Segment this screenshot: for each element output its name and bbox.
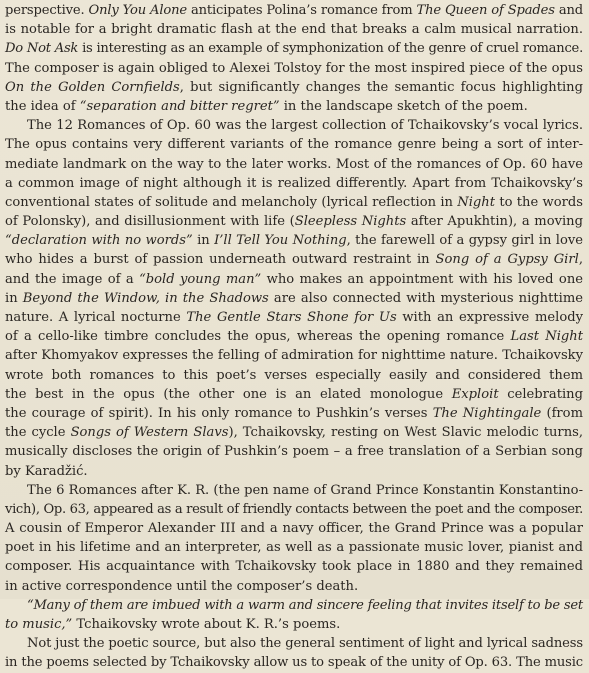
text-segment: is interesting as an example of symphonization of the genre of cruel romance. — [78, 41, 584, 57]
text-line — [5, 1, 583, 20]
text-segment: The 12 Romances of Op. 60 was the largest collection of Tchaikovsky’s vocal lyrics. — [27, 118, 583, 134]
italic-text: “bold young man” — [139, 271, 262, 287]
text-line — [5, 442, 583, 461]
italic-text: “separation and bitter regret” — [79, 98, 280, 114]
text-line — [5, 653, 583, 672]
italic-text: “declaration with no words” — [5, 233, 193, 249]
text-segment: The opus contains very different variants of the romance genre being a sort of inter- — [5, 137, 583, 153]
text-segment: in — [192, 233, 215, 249]
text-segment: the idea of — [5, 98, 80, 114]
text-line — [5, 308, 583, 327]
text-line — [5, 634, 583, 653]
italic-text: The Nightingale — [432, 405, 542, 421]
italic-text: I’ll Tell You Nothing — [214, 233, 347, 249]
text-segment: mediate landmark on the way to the later works. Most of the romances of Op. 60 have — [5, 156, 583, 172]
text-segment: by Karadžić. — [5, 463, 88, 479]
text-segment: , — [578, 252, 583, 268]
text-line — [5, 404, 583, 423]
text-line — [5, 78, 583, 97]
italic-text: On the Golden Cornfields — [5, 79, 180, 95]
text-segment: nature. A lyrical nocturne — [5, 310, 187, 325]
text-segment: ), Tchaikovsky, resting on West Slavic melodic turns, — [228, 425, 584, 441]
italic-text: Beyond the Window, in the Shadows — [22, 290, 269, 306]
italic-text: Do Not Ask — [5, 41, 79, 57]
text-line — [5, 519, 583, 538]
text-segment: celebrating — [498, 386, 583, 402]
text-line — [5, 366, 583, 385]
italic-text: Song of a Gypsy Girl — [435, 252, 579, 268]
italic-text: Only You Alone — [88, 3, 187, 18]
text-line — [5, 346, 583, 365]
body-text — [5, 1, 583, 673]
text-segment: a common image of night although it is realized differently. Apart from Tchaikovsky’s — [5, 175, 583, 191]
italic-text: Songs of Western Slavs — [70, 425, 229, 441]
text-segment: anticipates Polina’s romance from — [186, 3, 417, 18]
italic-text: Sleepless Nights — [294, 214, 407, 230]
italic-text: Night — [457, 194, 496, 210]
text-line — [5, 155, 583, 174]
text-line — [5, 59, 583, 78]
text-line — [5, 423, 583, 442]
text-line — [5, 327, 583, 346]
text-line — [5, 615, 583, 634]
text-line — [5, 20, 583, 39]
text-segment: who makes an appointment with his loved one — [261, 271, 583, 287]
text-segment: in the landscape sketch of the poem. — [279, 98, 528, 114]
italic-text: Last Night — [510, 329, 583, 345]
text-segment: and — [554, 3, 583, 18]
text-segment: are also connected with mysterious nighttime — [268, 290, 583, 306]
text-segment: poet in his lifetime and an interpreter, as well as a passionate music lover, pianist and — [5, 540, 583, 556]
text-line — [5, 538, 583, 557]
text-line — [5, 193, 583, 212]
text-segment: A cousin of Emperor Alexander III and a navy officer, the Grand Prince was a popular — [5, 521, 583, 537]
text-segment: and the image of a — [5, 271, 140, 287]
text-segment: in the poems selected by Tchaikovsky allow us to speak of the unity of Op. 63. The music — [5, 655, 583, 671]
text-line — [5, 174, 583, 193]
text-segment: of a cello-like timbre concludes the opus, whereas the opening romance — [5, 329, 511, 345]
text-segment: of Polonsky), and disillusionment with life ( — [5, 214, 295, 230]
text-segment: musically discloses the origin of Pushkin’s poem – a free translation of a Serbian song — [5, 444, 583, 460]
text-line — [5, 231, 583, 250]
text-segment: after Khomyakov expresses the felling of admiration for nighttime nature. Tchaikovsky — [5, 348, 583, 364]
text-segment: The composer is again obliged to Alexei Tolstoy for the most inspired piece of the opus — [5, 60, 583, 76]
italic-text: to music,” — [5, 617, 73, 632]
italic-text: The Queen of Spades — [416, 3, 555, 18]
text-segment: composer. His acquaintance with Tchaikovsky took place in 1880 and they remained — [5, 559, 583, 575]
text-line — [5, 289, 583, 308]
text-segment: in active correspondence until the composer’s death. — [5, 578, 359, 594]
text-segment: perspective. — [5, 3, 89, 18]
text-segment: who hides a burst of passion underneath outward restraint in — [5, 252, 436, 268]
text-line — [5, 557, 583, 576]
text-line — [5, 212, 583, 231]
italic-text: The Gentle Stars Shone for Us — [186, 310, 397, 325]
text-line — [5, 39, 583, 58]
italic-text: “Many of them are imbued with a warm and sincere feeling that invites itself to be set — [27, 597, 583, 613]
text-line — [5, 481, 583, 500]
text-segment: to the words — [495, 194, 583, 210]
text-line — [5, 97, 583, 116]
text-segment: vich), Op. 63, appeared as a result of friendly contacts between the poet and the composer. — [5, 501, 583, 517]
text-segment: The 6 Romances after K. R. (the pen name of Grand Prince Konstantin Konstantino- — [27, 482, 583, 498]
text-segment: wrote both romances to this poet’s verses especially easily and considered them — [5, 367, 583, 383]
text-segment: is notable for a bright dramatic flash at the end that breaks a calm musical narration. — [5, 22, 583, 38]
text-segment: in — [5, 290, 23, 306]
text-segment: (from — [541, 405, 583, 421]
text-line — [5, 250, 583, 269]
text-segment: the best in the opus (the other one is an elated monologue — [5, 386, 452, 402]
text-segment: , but significantly changes the semantic focus highlighting — [179, 79, 583, 95]
text-segment: the cycle — [5, 425, 71, 441]
text-line — [5, 385, 583, 404]
text-line — [5, 116, 583, 135]
text-segment: Not just the poetic source, but also the general sentiment of light and lyrical sadness — [27, 636, 583, 652]
text-segment: with an expressive melody — [396, 310, 583, 325]
text-line — [5, 462, 583, 481]
text-line — [5, 577, 583, 596]
text-segment: conventional states of solitude and melancholy (lyrical reflection in — [5, 194, 458, 210]
text-segment: Tchaikovsky wrote about K. R.’s poems. — [72, 617, 341, 632]
text-segment: the courage of spirit). In his only romance to Pushkin’s verses — [5, 405, 433, 421]
text-line — [5, 500, 583, 519]
text-segment: , the farewell of a gypsy girl in love — [346, 233, 583, 249]
text-line — [5, 270, 583, 289]
text-segment: after Apukhtin), a moving — [406, 214, 583, 230]
text-line — [5, 135, 583, 154]
italic-text: Exploit — [451, 386, 499, 402]
